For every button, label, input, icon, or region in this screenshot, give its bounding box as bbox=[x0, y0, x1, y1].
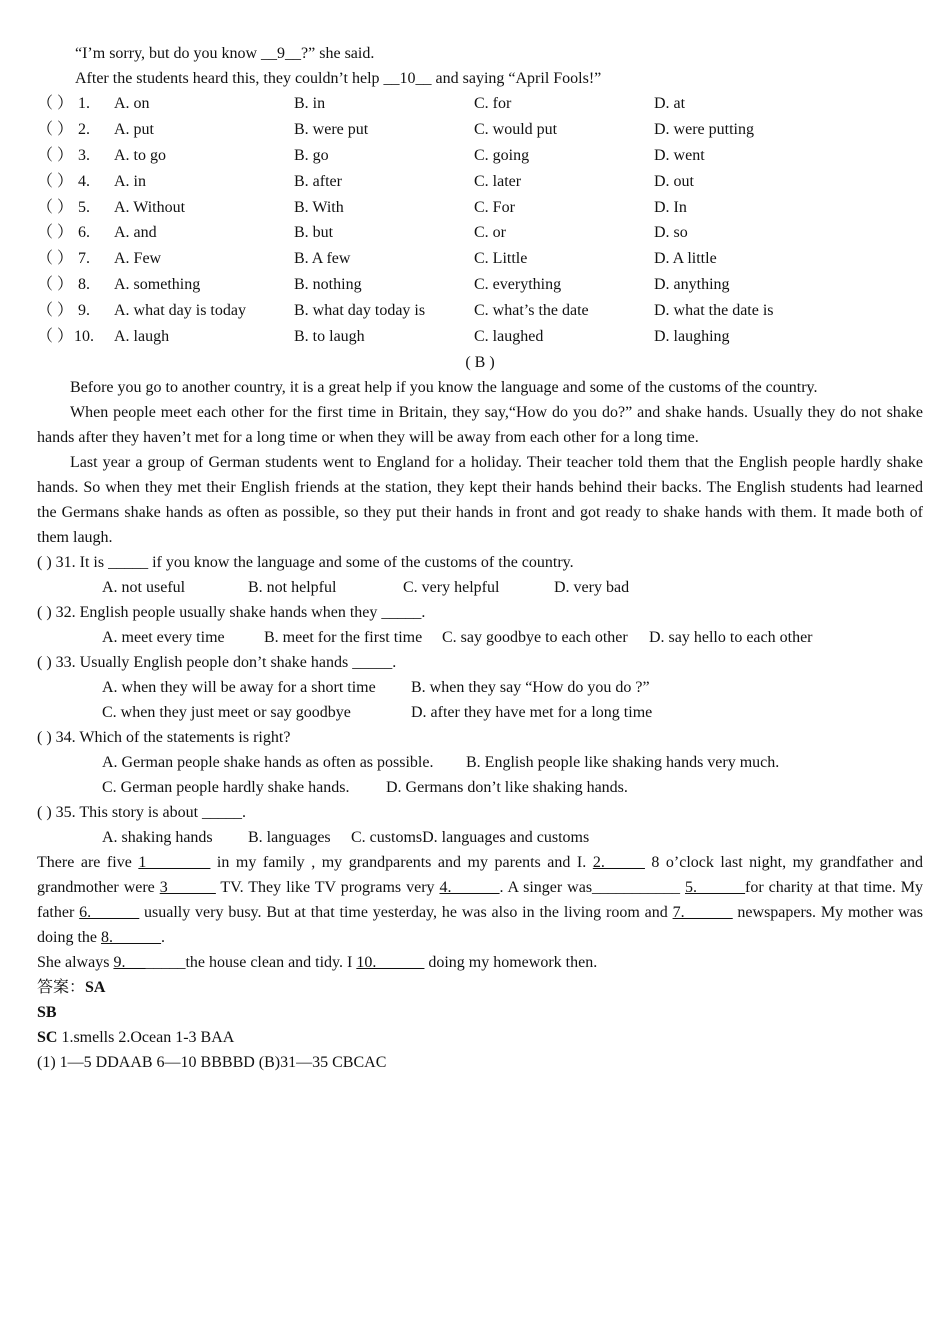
question-35-stem: ( ) 35. This story is about _____. bbox=[37, 803, 247, 821]
passage-text: doing my homework then. bbox=[424, 953, 598, 971]
passage-text: 8 o’clock last night, my grandfather and grandmother were bbox=[37, 853, 923, 896]
option-d: D. went bbox=[654, 146, 705, 164]
question-number: 3. bbox=[78, 146, 90, 164]
option-d: D. were putting bbox=[654, 120, 754, 138]
answer-bracket[interactable]: （ ） bbox=[37, 172, 74, 190]
cloze-question-row bbox=[37, 246, 923, 272]
option-d: D. say hello to each other bbox=[649, 628, 813, 646]
answer-bracket[interactable]: （ ） bbox=[37, 302, 74, 320]
option-d: D. In bbox=[654, 198, 687, 216]
option-a: A. Without bbox=[114, 198, 186, 216]
option-d: D. laughing bbox=[654, 328, 730, 346]
answer-bracket[interactable]: （ ） bbox=[37, 120, 74, 138]
option-d: D. languages and customs bbox=[422, 828, 590, 846]
option-d: D. anything bbox=[654, 276, 730, 294]
option-c: C. when they just meet or say goodbye bbox=[102, 703, 351, 721]
cloze-question-row bbox=[37, 324, 923, 350]
question-number: 6. bbox=[78, 224, 90, 242]
cloze-question-row bbox=[37, 298, 923, 324]
document-page bbox=[37, 41, 923, 1075]
option-c: C. customs bbox=[351, 828, 423, 846]
answer-bracket[interactable]: （ ） bbox=[37, 328, 74, 346]
option-a: A. something bbox=[114, 276, 201, 294]
question-number: 10. bbox=[74, 328, 94, 346]
option-b: B. to laugh bbox=[294, 328, 365, 346]
section-b-paragraph-2: When people meet each other for the first time in Britain, they say,“How do you do?” and shake hands. Usually they do not shake hands after they haven’t met for a long time or when they will be away from each other for a long time. bbox=[37, 403, 923, 446]
option-d: D. Germans don’t like shaking hands. bbox=[386, 778, 628, 796]
option-b: B. when they say “How do you do ?” bbox=[411, 678, 650, 696]
question-35-options bbox=[37, 825, 923, 850]
passage-text: for charity at that time. My father bbox=[37, 878, 923, 921]
blank-8[interactable]: 8.______ bbox=[101, 928, 161, 946]
fill-in-passage-last-line bbox=[37, 950, 923, 975]
question-number: 7. bbox=[78, 250, 90, 268]
question-32-options bbox=[37, 625, 923, 650]
blank-1[interactable]: 1________ bbox=[138, 853, 211, 871]
option-b: B. go bbox=[294, 146, 329, 164]
section-b-paragraph-3: Last year a group of German students went to England for a holiday. Their teacher told them that the English people hardly shake hands. So when they met their English friends at the station, they kept their hands behind their backs. The English students had learned the Germans shake hands as often as possible, so they put their hands in front and got ready to shake hands with them. It made both of them laugh. bbox=[37, 453, 923, 546]
question-number: 5. bbox=[78, 198, 90, 216]
cloze-question-row bbox=[37, 91, 923, 117]
answer-bracket[interactable]: （ ） bbox=[37, 95, 74, 112]
answers-sb: SB bbox=[37, 1003, 57, 1021]
cloze-question-row bbox=[37, 220, 923, 246]
option-b: B. meet for the first time bbox=[264, 628, 423, 646]
cloze-question-row bbox=[37, 195, 923, 221]
blank-9[interactable]: 9. __ bbox=[113, 953, 146, 971]
passage-text: _____the house clean and tidy. I bbox=[145, 953, 357, 971]
fill-in-passage bbox=[37, 850, 923, 950]
blank-5[interactable]: 5.______ bbox=[685, 878, 746, 896]
option-a: A. not useful bbox=[102, 578, 186, 596]
passage-text: usually very busy. But at that time yesterday, he was also in the living room and bbox=[139, 903, 673, 921]
option-a: A. what day is today bbox=[114, 302, 246, 320]
option-a: A. on bbox=[114, 95, 150, 112]
option-a: A. shaking hands bbox=[102, 828, 213, 846]
cloze-question-list bbox=[37, 91, 923, 350]
option-d: D. after they have met for a long time bbox=[411, 703, 653, 721]
option-a: A. German people shake hands as often as possible. bbox=[102, 753, 434, 771]
option-c: C. Little bbox=[474, 250, 528, 268]
option-d: D. out bbox=[654, 172, 694, 190]
option-c: C. or bbox=[474, 224, 506, 242]
option-c: C. very helpful bbox=[403, 578, 500, 596]
question-number: 9. bbox=[78, 302, 90, 320]
option-c: C. German people hardly shake hands. bbox=[102, 778, 350, 796]
passage-text: in my family , my grandparents and my parents and I. bbox=[210, 853, 593, 871]
answers-sc: SC bbox=[37, 1028, 58, 1046]
question-number: 8. bbox=[78, 276, 90, 294]
question-32-stem: ( ) 32. English people usually shake hands when they _____. bbox=[37, 603, 426, 621]
cloze-question-row bbox=[37, 169, 923, 195]
option-d: D. at bbox=[654, 95, 686, 112]
question-number: 4. bbox=[78, 172, 90, 190]
option-b: B. With bbox=[294, 198, 344, 216]
option-d: D. what the date is bbox=[654, 302, 774, 320]
question-33-options-row-1 bbox=[37, 675, 923, 700]
cloze-question-row bbox=[37, 117, 923, 143]
answer-bracket[interactable]: （ ） bbox=[37, 146, 74, 164]
question-number: 1. bbox=[78, 95, 90, 112]
answers-label: 答案： bbox=[37, 978, 86, 996]
passage-text: There are five bbox=[37, 853, 139, 871]
option-a: A. put bbox=[114, 120, 154, 138]
option-b: B. nothing bbox=[294, 276, 362, 294]
answer-bracket[interactable]: （ ） bbox=[37, 276, 74, 294]
blank-4[interactable]: 4.______ bbox=[439, 878, 500, 896]
option-b: B. after bbox=[294, 172, 342, 190]
blank-2[interactable]: 2._____ bbox=[592, 853, 645, 871]
option-c: C. going bbox=[474, 146, 530, 164]
cloze-question-row bbox=[37, 272, 923, 298]
option-b: B. not helpful bbox=[248, 578, 337, 596]
passage-a-line-1: “I’m sorry, but do you know __9__?” she said. bbox=[75, 45, 375, 62]
blank-7[interactable]: 7.______ bbox=[672, 903, 733, 921]
option-c: C. for bbox=[474, 95, 512, 112]
option-a: A. meet every time bbox=[102, 628, 225, 646]
option-c: C. later bbox=[474, 172, 522, 190]
option-a: A. Few bbox=[114, 250, 162, 268]
option-a: A. when they will be away for a short time bbox=[102, 678, 376, 696]
question-31-stem: ( ) 31. It is _____ if you know the language and some of the customs of the country. bbox=[37, 553, 574, 571]
passage-text: She always bbox=[37, 953, 114, 971]
passage-text: . A singer was___________ bbox=[499, 878, 686, 896]
question-31-options bbox=[37, 575, 923, 600]
option-d: D. very bad bbox=[554, 578, 630, 596]
question-number: 2. bbox=[78, 120, 90, 138]
option-d: D. A little bbox=[654, 250, 717, 268]
option-c: C. For bbox=[474, 198, 515, 216]
option-b: B. A few bbox=[294, 250, 351, 268]
answers-key-line: (1) 1—5 DDAAB 6—10 BBBBD (B)31—35 CBCAC bbox=[37, 1053, 387, 1071]
section-b-heading: ( B ) bbox=[465, 353, 495, 371]
answers-sa: SA bbox=[85, 978, 106, 996]
question-33-stem: ( ) 33. Usually English people don’t shake hands _____. bbox=[37, 653, 397, 671]
passage-a-line-2: After the students heard this, they couldn’t help __10__ and saying “April Fools!” bbox=[75, 70, 602, 87]
option-c: C. what’s the date bbox=[474, 302, 589, 320]
option-a: A. laugh bbox=[114, 328, 170, 346]
answers-sc-text: 1.smells 2.Ocean 1-3 BAA bbox=[57, 1028, 235, 1046]
option-b: B. but bbox=[294, 224, 334, 242]
option-d: D. so bbox=[654, 224, 688, 242]
option-c: C. would put bbox=[474, 120, 558, 138]
option-c: C. say goodbye to each other bbox=[442, 628, 628, 646]
question-34-options-row-1 bbox=[37, 750, 923, 775]
answer-bracket[interactable]: （ ） bbox=[37, 250, 74, 268]
answers-label-line bbox=[37, 975, 923, 1000]
option-c: C. everything bbox=[474, 276, 562, 294]
question-34-stem: ( ) 34. Which of the statements is right? bbox=[37, 728, 291, 746]
option-a: A. and bbox=[114, 224, 157, 242]
option-b: B. in bbox=[294, 95, 326, 112]
option-b: B. languages bbox=[248, 828, 331, 846]
option-c: C. laughed bbox=[474, 328, 544, 346]
option-b: B. what day today is bbox=[294, 302, 426, 320]
blank-3[interactable]: 3______ bbox=[159, 878, 216, 896]
passage-text: TV. They like TV programs very bbox=[215, 878, 440, 896]
blank-10[interactable]: 10.______ bbox=[356, 953, 425, 971]
answer-bracket[interactable]: （ ） bbox=[37, 224, 74, 242]
blank-6[interactable]: 6.______ bbox=[79, 903, 140, 921]
option-b: B. English people like shaking hands very much. bbox=[466, 753, 780, 771]
answers-sc-line bbox=[37, 1025, 923, 1050]
section-b-paragraph-1: Before you go to another country, it is a great help if you know the language and some of the customs of the country. bbox=[70, 378, 818, 396]
option-a: A. to go bbox=[114, 146, 166, 164]
question-33-options-row-2 bbox=[37, 700, 923, 725]
answer-bracket[interactable]: （ ） bbox=[37, 198, 74, 216]
option-b: B. were put bbox=[294, 120, 369, 138]
option-a: A. in bbox=[114, 172, 146, 190]
passage-text: . bbox=[161, 928, 165, 946]
question-34-options-row-2 bbox=[37, 775, 923, 800]
passage-text: newspapers. My mother was doing the bbox=[37, 903, 924, 946]
cloze-question-row bbox=[37, 143, 923, 169]
